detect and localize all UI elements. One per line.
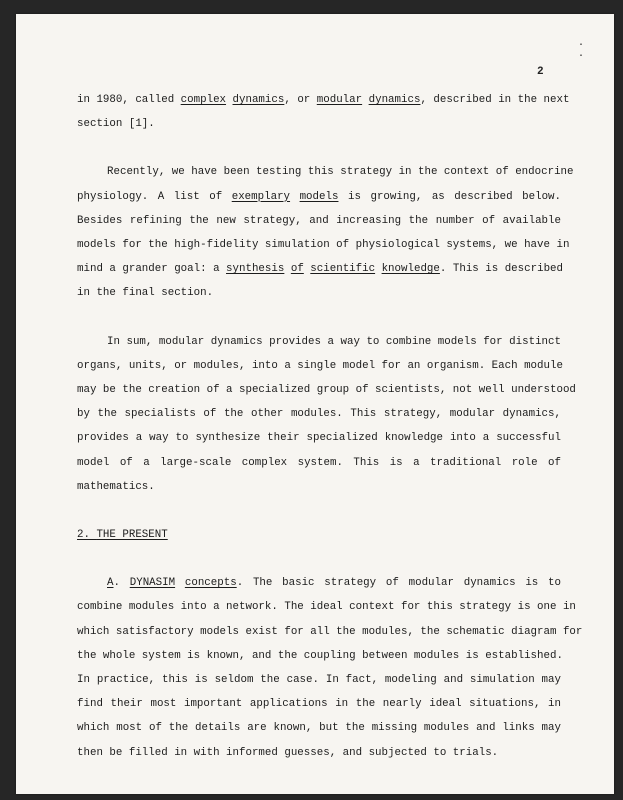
text-line: A. DYNASIM concepts. The basic strategy of modular dynamics is to [107,577,561,590]
text-line: then be filled in with informed guesses, and subjected to trials. [77,746,499,759]
underlined-term: dynamics [368,94,421,106]
section-number: 2 [77,529,84,542]
text-line: section [1]. [77,118,155,131]
text-line: mind a grander goal: a synthesis of scientific knowledge. This is described [77,263,564,276]
page-number: 2 [537,66,544,78]
text-line: Besides refining the new strategy, and increasing the number of available [77,214,561,227]
text-line: which satisfactory models exist for all the modules, the schematic diagram for [77,625,583,638]
corner-mark: . [578,38,585,49]
paragraph-3 [77,330,576,499]
text-line: physiology. A list of exemplary models is growing, as described below. [77,190,562,203]
corner-marks [578,38,614,60]
text-line: Recently, we have been testing this strategy in the context of endocrine [107,166,574,179]
subsection-title: concepts [184,577,237,590]
text-line: provides a way to synthesize their specialized knowledge into a successful [77,432,561,445]
subsection-letter: A [107,577,114,590]
text-line: models for the high-fidelity simulation of physiological systems, we have in [77,239,570,252]
text-line: In practice, this is seldom the case. In fact, modeling and simulation may [77,674,561,687]
text-line: mathematics. [77,480,155,493]
section-heading: 2. THE PRESENT [77,529,168,542]
underlined-term: modular [316,94,363,106]
underlined-term: models [299,190,339,203]
text-line: combine modules into a network. The ideal context for this strategy is one in [77,601,576,614]
underlined-term: exemplary [231,190,291,203]
text-line: find their most important applications in the nearly ideal situations, in [77,698,561,711]
underlined-term: complex [180,94,227,106]
underlined-term: synthesis [226,263,285,276]
text-line: model of a large-scale complex system. This is a traditional role of [77,456,561,469]
text-line: the whole system is known, and the coupling between modules is established. [77,649,563,662]
text-line: organs, units, or modules, into a single model for an organism. Each module [77,359,563,372]
text-line: in the final section. [77,287,214,300]
document-page [16,14,614,794]
underlined-term: knowledge [381,263,440,276]
document-body [77,88,583,765]
paragraph-4 [77,571,583,765]
section-title: THE PRESENT [96,529,168,542]
underlined-term: scientific [310,263,376,276]
paragraph-2 [77,160,574,305]
corner-mark: . [578,49,585,60]
text-line: which most of the details are known, but the missing modules and links may [77,722,561,735]
paragraph-1 [77,88,570,136]
subsection-title: DYNASIM [129,577,176,590]
underlined-term: of [290,263,304,276]
underlined-term: dynamics [232,94,285,106]
text-line: In sum, modular dynamics provides a way to combine models for distinct [107,335,561,348]
text-line: by the specialists of the other modules. This strategy, modular dynamics, [77,408,561,421]
text-line: in 1980, called complex dynamics, or modular dynamics, described in the next [77,94,570,106]
text-line: may be the creation of a specialized group of scientists, not well understood [77,384,576,397]
